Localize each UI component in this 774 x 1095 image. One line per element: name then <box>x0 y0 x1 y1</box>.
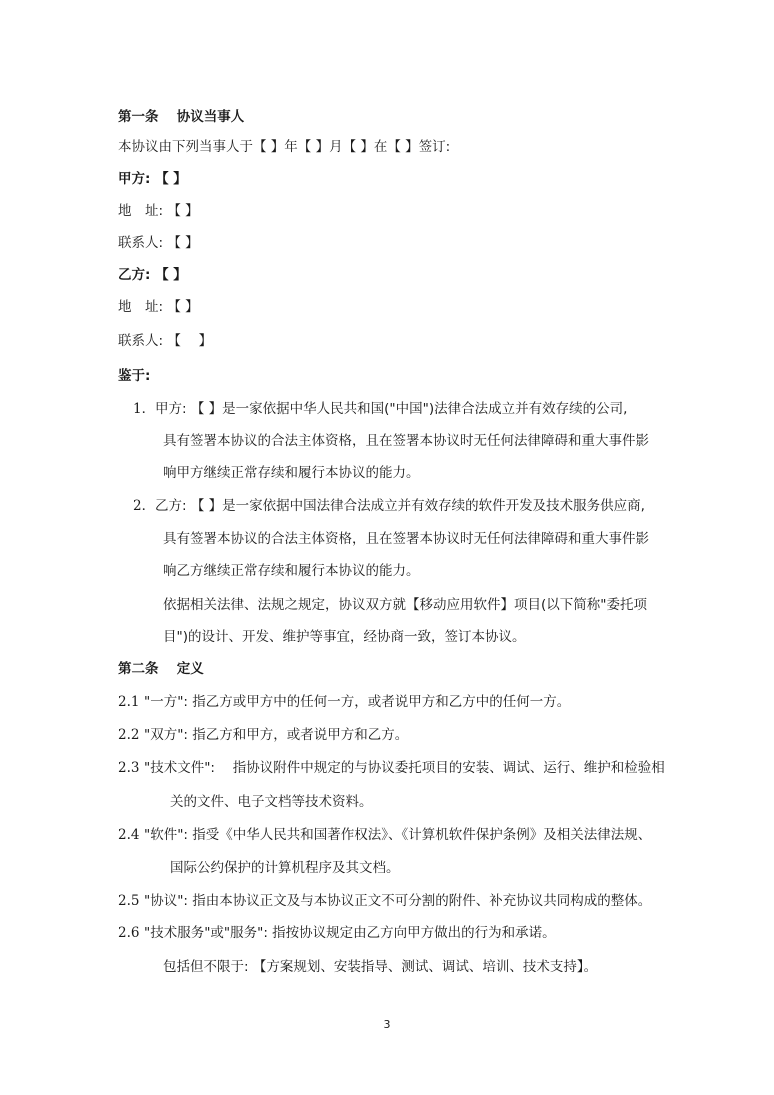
definition-2-5-number: 2.5 <box>118 893 140 909</box>
whereas-item-1-line-3: 响甲方继续正常存续和履行本协议的能力。 <box>163 465 420 481</box>
party-a-address: 地 址: 【 】 <box>118 203 199 219</box>
definition-2-2-number: 2.2 <box>118 727 140 743</box>
whereas-heading: 鉴于: <box>118 368 151 384</box>
definition-2-3-line-1: "技术文件": 指协议附件中规定的与协议委托项目的安装、调试、运行、维护和检验相 <box>144 760 665 776</box>
page-number: 3 <box>383 1018 391 1031</box>
article-1-heading: 第一条 协议当事人 <box>118 109 245 125</box>
definition-2-3-number: 2.3 <box>118 760 140 776</box>
whereas-item-1-line-1: 甲方: 【 】是一家依据中华人民共和国("中国")法律合法成立并有效存续的公司, <box>155 401 628 417</box>
definition-2-4-line-2: 国际公约保护的计算机程序及其文档。 <box>170 860 400 876</box>
whereas-item-1-number: 1． <box>133 401 156 417</box>
definition-2-6-scope: 包括但不限于: 【方案规划、安装指导、测试、调试、培训、技术支持】。 <box>163 959 598 975</box>
whereas-item-2-number: 2． <box>133 498 156 514</box>
party-a-contact: 联系人: 【 】 <box>118 235 199 251</box>
basis-line-1: 依据相关法律、法规之规定，协议双方就【移动应用软件】项目(以下简称"委托项 <box>163 597 647 613</box>
party-b-contact: 联系人: 【 】 <box>118 333 213 349</box>
definition-2-6: "技术服务"或"服务": 指按协议规定由乙方向甲方做出的行为和承诺。 <box>144 925 556 941</box>
party-a: 甲方: 【 】 <box>118 171 187 187</box>
party-b: 乙方: 【 】 <box>118 267 187 283</box>
definition-2-2: "双方": 指乙方和甲方，或者说甲方和乙方。 <box>144 727 409 743</box>
definition-2-1: "一方": 指乙方或甲方中的任何一方，或者说甲方和乙方中的任何一方。 <box>144 694 571 710</box>
definition-2-4-line-1: "软件": 指受《中华人民共和国著作权法》、《计算机软件保护条例》及相关法律法规、 <box>144 827 652 843</box>
basis-line-2: 目")的设计、开发、维护等事宜，经协商一致，签订本协议。 <box>163 629 526 645</box>
definition-2-4-number: 2.4 <box>118 827 140 843</box>
definition-2-6-number: 2.6 <box>118 925 140 941</box>
article-2-heading: 第二条 定义 <box>118 661 204 677</box>
agreement-intro: 本协议由下列当事人于【 】年【 】月【 】在【 】签订: <box>118 139 451 155</box>
whereas-item-2-line-2: 具有签署本协议的合法主体资格，且在签署本协议时无任何法律障碍和重大事件影 <box>163 531 649 547</box>
definition-2-5: "协议": 指由本协议正文及与本协议正文不可分割的附件、补充协议共同构成的整体。 <box>144 893 652 909</box>
definition-2-3-line-2: 关的文件、电子文档等技术资料。 <box>170 794 373 810</box>
whereas-item-2-line-3: 响乙方继续正常存续和履行本协议的能力。 <box>163 563 420 579</box>
whereas-item-1-line-2: 具有签署本协议的合法主体资格，且在签署本协议时无任何法律障碍和重大事件影 <box>163 433 649 449</box>
whereas-item-2-line-1: 乙方: 【 】是一家依据中国法律合法成立并有效存续的软件开发及技术服务供应商, <box>155 498 645 514</box>
definition-2-1-number: 2.1 <box>118 694 140 710</box>
party-b-address: 地 址: 【 】 <box>118 299 199 315</box>
